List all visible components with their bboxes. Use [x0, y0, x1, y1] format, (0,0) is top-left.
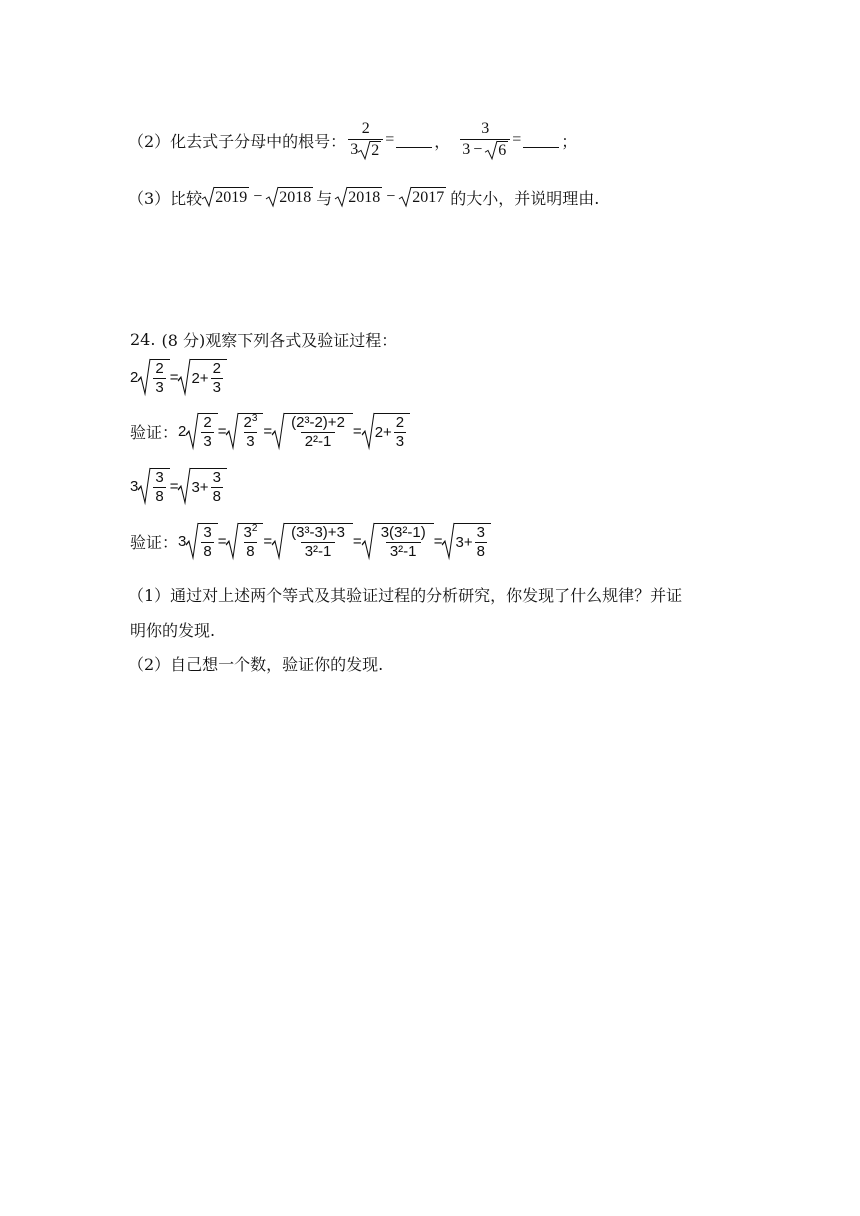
sqrt — [138, 359, 169, 396]
integer-part: 2 — [191, 369, 200, 387]
sqrt — [178, 468, 226, 505]
radical-sign-icon — [202, 187, 214, 207]
minus-sign: − — [386, 188, 396, 205]
fraction — [377, 525, 430, 560]
verification-1 — [130, 404, 410, 458]
power-exponent: 3 — [251, 412, 258, 424]
denominator: 8 — [155, 487, 164, 505]
equals-sign: = — [352, 532, 362, 550]
answer-blank[interactable] — [523, 133, 559, 148]
q23-part2-line — [128, 116, 577, 164]
denominator-term: 3 — [462, 140, 471, 158]
numerator: 3 — [212, 468, 221, 486]
radical-sign-icon — [178, 359, 190, 396]
fraction — [241, 412, 259, 450]
numerator: (3³-3)+3 — [291, 523, 345, 541]
numerator: 3 — [203, 523, 212, 541]
sqrt — [186, 523, 217, 560]
denominator: 3 — [212, 378, 221, 396]
coefficient: 3 — [178, 532, 187, 550]
sqrt-2017 — [399, 187, 446, 207]
fraction — [287, 415, 349, 450]
sqrt — [178, 359, 226, 396]
verify-label: 验证： — [130, 532, 179, 552]
q24-heading — [130, 327, 397, 351]
sqrt — [442, 523, 490, 560]
fraction — [287, 525, 349, 560]
denominator: 3 — [395, 432, 405, 450]
fraction-denominator — [460, 139, 510, 160]
coefficient: 2 — [130, 368, 139, 386]
fraction-3-over-3-minus-root6 — [460, 121, 510, 160]
integer-part: 3 — [191, 478, 200, 496]
minus-sign: − — [473, 140, 483, 158]
fraction-denominator — [348, 139, 383, 160]
denominator-coefficient: 3 — [350, 140, 359, 158]
equation-1 — [130, 356, 227, 398]
numerator: 3(3²-1) — [380, 523, 426, 541]
power-exponent: 2 — [251, 522, 258, 534]
radical-sign-icon — [485, 141, 497, 160]
answer-blank[interactable] — [396, 133, 432, 148]
sqrt-2019 — [202, 187, 249, 207]
sqrt — [272, 413, 353, 450]
equals-sign: = — [512, 131, 522, 148]
radicand: 2 + $\frac{2}{3}$ — [374, 413, 410, 450]
question-number: 24. — [130, 329, 156, 349]
sqrt — [362, 413, 410, 450]
radicand: 2018 — [279, 189, 312, 206]
sqrt — [138, 468, 169, 505]
sqrt — [226, 523, 263, 560]
radicand — [284, 413, 353, 450]
plus-sign: + — [199, 478, 209, 496]
fraction — [153, 361, 165, 396]
fraction — [211, 470, 223, 505]
sqrt — [186, 413, 217, 450]
radical-sign-icon — [178, 468, 190, 505]
radicand — [238, 413, 263, 450]
q23-part2-prefix: （2）化去式子分母中的根号： — [128, 131, 347, 151]
radical-sign-icon — [442, 523, 454, 560]
denominator: 2²-1 — [301, 432, 336, 450]
separator: ， — [434, 131, 451, 151]
numerator: (2³-2)+2 — [291, 413, 345, 431]
radicand — [190, 359, 226, 396]
conjunction: 与 — [316, 188, 333, 208]
fraction-numerator: 2 — [361, 119, 370, 137]
numerator: 2 — [155, 359, 164, 377]
plus-sign: + — [199, 369, 209, 387]
radicand — [150, 468, 169, 505]
radicand — [284, 523, 353, 560]
q24-part1-line1: （1）通过对上述两个等式及其验证过程的分析研究，你发现了什么规律？并证 — [128, 585, 683, 605]
verification-2 — [130, 514, 491, 568]
fraction-2-over-3root2 — [348, 121, 383, 160]
q24-part2-line: （2）自己想一个数，验证你的发现. — [128, 654, 384, 674]
radical-sign-icon — [335, 187, 347, 207]
equals-sign: = — [263, 532, 273, 550]
power-base: 3 — [243, 523, 252, 541]
q23-part3-suffix: 的大小，并说明理由. — [450, 188, 600, 208]
numerator: 2 — [395, 413, 405, 431]
numerator — [241, 522, 259, 542]
radical-sign-icon — [362, 413, 374, 450]
sqrt — [362, 523, 434, 560]
equals-sign: = — [217, 532, 227, 550]
equals-sign: = — [169, 368, 179, 386]
q23-part3-prefix: （3）比较 — [128, 188, 203, 208]
radical-sign-icon — [138, 468, 150, 505]
fraction — [201, 415, 213, 450]
denominator: 8 — [246, 542, 255, 560]
sqrt-2018 — [266, 187, 313, 207]
radical-sign-icon — [226, 413, 238, 450]
numerator: 2 — [212, 359, 221, 377]
equals-sign: = — [217, 422, 227, 440]
coefficient: 3 — [130, 477, 139, 495]
radical-sign-icon — [226, 523, 238, 560]
question-intro: 观察下列各式及验证过程： — [205, 330, 398, 350]
radicand — [198, 523, 217, 560]
radicand — [238, 523, 263, 560]
radical-sign-icon — [272, 523, 284, 560]
minus-sign: − — [253, 188, 263, 205]
q23-part3-line — [128, 182, 599, 212]
fraction — [394, 415, 406, 450]
sqrt — [226, 413, 263, 450]
radicand: 2018 — [348, 189, 381, 206]
equals-sign: = — [352, 422, 362, 440]
radical-sign-icon — [186, 523, 198, 560]
radicand: 3 + $\frac{3}{8}$ — [454, 523, 490, 560]
radical-sign-icon — [266, 187, 278, 207]
fraction — [211, 361, 223, 396]
radical-sign-icon — [186, 413, 198, 450]
equals-sign: = — [263, 422, 273, 440]
sqrt — [485, 141, 508, 160]
line-end-punct: ； — [561, 131, 578, 151]
radical-sign-icon — [138, 359, 150, 396]
radicand — [190, 468, 226, 505]
fraction — [201, 525, 213, 560]
score-label: (8 分) — [161, 330, 206, 350]
fraction — [475, 525, 487, 560]
radicand — [150, 359, 169, 396]
denominator: 3 — [203, 432, 212, 450]
denominator: 8 — [212, 487, 221, 505]
radicand: 2017 — [412, 189, 445, 206]
sqrt — [358, 141, 381, 160]
numerator: 2 — [203, 413, 212, 431]
equals-sign: = — [169, 477, 179, 495]
radical-sign-icon — [358, 141, 370, 160]
numerator — [241, 412, 259, 432]
denominator: 8 — [476, 542, 485, 560]
denominator: 3²-1 — [386, 542, 421, 560]
radicand — [198, 413, 217, 450]
sqrt — [272, 523, 353, 560]
denominator: 3²-1 — [301, 542, 336, 560]
radical-sign-icon — [362, 523, 374, 560]
fraction-numerator: 3 — [481, 119, 490, 137]
radicand: 2019 — [215, 189, 248, 206]
radicand: 2 — [371, 141, 380, 159]
sqrt-2018 — [335, 187, 382, 207]
denominator: 3 — [246, 432, 255, 450]
radical-sign-icon — [272, 413, 284, 450]
radicand: 6 — [498, 141, 507, 159]
radical-sign-icon — [399, 187, 411, 207]
equals-sign: = — [433, 532, 443, 550]
equals-sign: = — [385, 131, 395, 148]
coefficient: 2 — [178, 422, 187, 440]
verify-label: 验证： — [130, 422, 179, 442]
integer-part: 3 — [455, 533, 464, 551]
fraction — [241, 522, 259, 560]
denominator: 3 — [155, 378, 164, 396]
denominator: 8 — [203, 542, 212, 560]
integer-part: 2 — [374, 423, 384, 441]
numerator: 3 — [476, 523, 485, 541]
radicand — [374, 523, 434, 560]
equation-2 — [130, 465, 227, 507]
numerator: 3 — [155, 468, 164, 486]
power-base: 2 — [243, 413, 252, 431]
fraction — [153, 470, 165, 505]
q24-part1-line2: 明你的发现. — [130, 620, 216, 640]
